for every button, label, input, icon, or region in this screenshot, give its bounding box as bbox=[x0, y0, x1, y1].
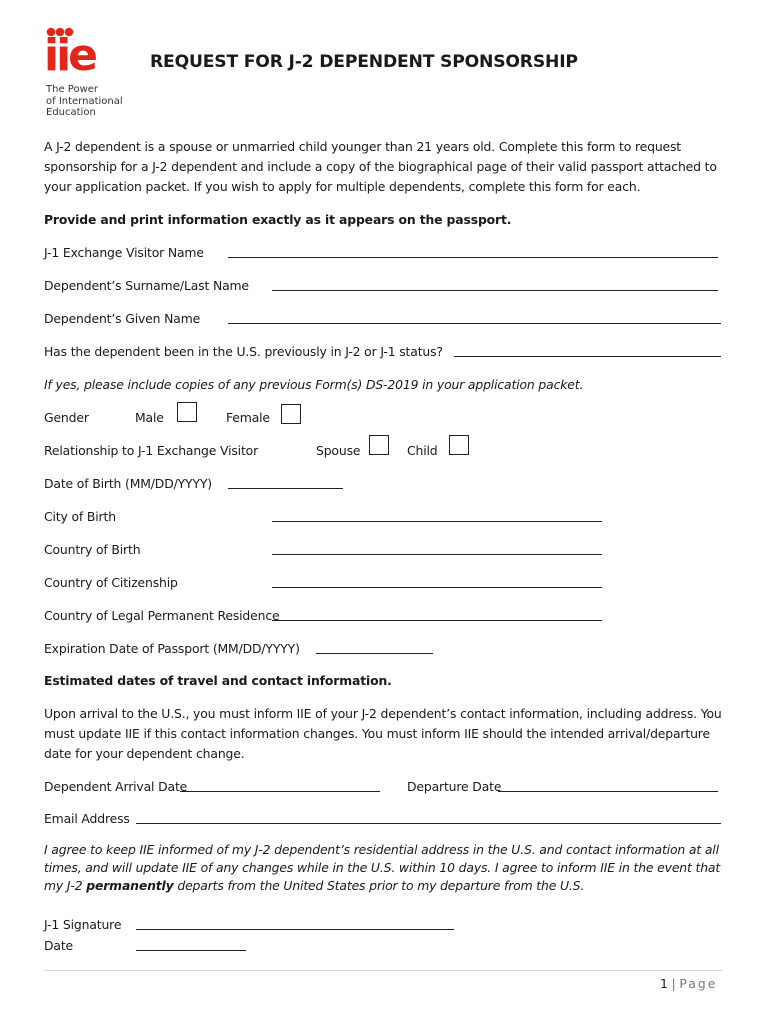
email-label: Email Address bbox=[44, 811, 130, 826]
relationship-spouse-label: Spouse bbox=[316, 443, 361, 458]
city-of-birth-field[interactable] bbox=[272, 521, 602, 522]
relationship-label: Relationship to J-1 Exchange Visitor bbox=[44, 443, 259, 458]
country-of-residence-field[interactable] bbox=[272, 620, 602, 621]
country-of-birth-field[interactable] bbox=[272, 554, 602, 555]
logo-tagline-line: of International bbox=[46, 95, 123, 107]
logo-tagline-line: The Power bbox=[46, 84, 99, 95]
previous-status-field[interactable] bbox=[454, 356, 721, 357]
signature-date-label: Date bbox=[44, 938, 74, 953]
exchange-visitor-name-label: J-1 Exchange Visitor Name bbox=[44, 245, 204, 260]
date-of-birth-label: Date of Birth (MM/DD/YYYY) bbox=[44, 476, 212, 491]
previous-status-label: Has the dependent been in the U.S. previously in J-2 or J-1 status? bbox=[44, 344, 443, 359]
gender-male-label: Male bbox=[135, 410, 164, 425]
intro-paragraph: A J-2 dependent is a spouse or unmarried child younger than 21 years old. Complete this form to request sponsorship for a J-2 dependent and include a copy of the biographical page of their valid passport attached to your application packet. If you wish to apply for multiple dependents, complete this form for each. bbox=[44, 139, 717, 194]
travel-paragraph: Upon arrival to the U.S., you must inform IIE of your J-2 dependent’s contact information, including address. You must update IIE if this contact information changes. You must inform IIE should the intended arrival/departure date for your dependent change. bbox=[44, 706, 722, 761]
signature-date-field[interactable] bbox=[136, 950, 246, 951]
gender-female-checkbox[interactable] bbox=[281, 404, 301, 424]
logo-tagline-line: Education bbox=[46, 107, 96, 118]
gender-female-label: Female bbox=[226, 410, 270, 425]
logo-wordmark: iie bbox=[44, 30, 96, 81]
passport-expiration-label: Expiration Date of Passport (MM/DD/YYYY) bbox=[44, 641, 300, 656]
relationship-child-label: Child bbox=[407, 443, 438, 458]
departure-date-field[interactable] bbox=[498, 791, 718, 792]
page-separator: | bbox=[671, 976, 676, 991]
logo-tagline bbox=[46, 84, 123, 119]
arrival-date-label: Dependent Arrival Date bbox=[44, 779, 188, 794]
footer-divider bbox=[44, 970, 722, 971]
previous-status-note: If yes, please include copies of any previous Form(s) DS-2019 in your application packet. bbox=[44, 377, 584, 392]
travel-heading: Estimated dates of travel and contact information. bbox=[44, 673, 392, 688]
agreement-emphasis: permanently bbox=[86, 878, 174, 893]
country-of-citizenship-label: Country of Citizenship bbox=[44, 575, 178, 590]
dependent-given-name-label: Dependent’s Given Name bbox=[44, 311, 201, 326]
arrival-date-field[interactable] bbox=[180, 791, 380, 792]
gender-label: Gender bbox=[44, 410, 89, 425]
page-number: 1 bbox=[660, 976, 668, 991]
signature-label: J-1 Signature bbox=[44, 917, 122, 932]
signature-field[interactable] bbox=[136, 929, 454, 930]
relationship-spouse-checkbox[interactable] bbox=[369, 435, 389, 455]
dependent-surname-label: Dependent’s Surname/Last Name bbox=[44, 278, 249, 293]
passport-expiration-field[interactable] bbox=[316, 653, 433, 654]
iie-logo bbox=[44, 26, 134, 122]
country-of-birth-label: Country of Birth bbox=[44, 542, 141, 557]
passport-instruction: Provide and print information exactly as it appears on the passport. bbox=[44, 212, 512, 227]
page-footer bbox=[660, 976, 717, 992]
agreement-text-end: departs from the United States prior to my departure from the U.S. bbox=[173, 878, 585, 893]
dependent-surname-field[interactable] bbox=[272, 290, 718, 291]
relationship-child-checkbox[interactable] bbox=[449, 435, 469, 455]
dependent-given-name-field[interactable] bbox=[228, 323, 721, 324]
page-label: Page bbox=[679, 976, 718, 991]
date-of-birth-field[interactable] bbox=[228, 488, 343, 489]
page-title: REQUEST FOR J-2 DEPENDENT SPONSORSHIP bbox=[150, 52, 578, 72]
country-of-citizenship-field[interactable] bbox=[272, 587, 602, 588]
email-field[interactable] bbox=[136, 823, 721, 824]
agreement-paragraph bbox=[44, 841, 728, 895]
agreement-text: I agree to keep IIE informed of my J-2 dependent’s residential address in the U.S. and contact information at all times, and will update IIE of any changes while in the U.S. within 10 days. I agree to inform IIE in the event that my J-2 bbox=[44, 842, 721, 893]
country-of-residence-label: Country of Legal Permanent Residence bbox=[44, 608, 280, 623]
city-of-birth-label: City of Birth bbox=[44, 509, 116, 524]
gender-male-checkbox[interactable] bbox=[177, 402, 197, 422]
departure-date-label: Departure Date bbox=[407, 779, 502, 794]
exchange-visitor-name-field[interactable] bbox=[228, 257, 718, 258]
